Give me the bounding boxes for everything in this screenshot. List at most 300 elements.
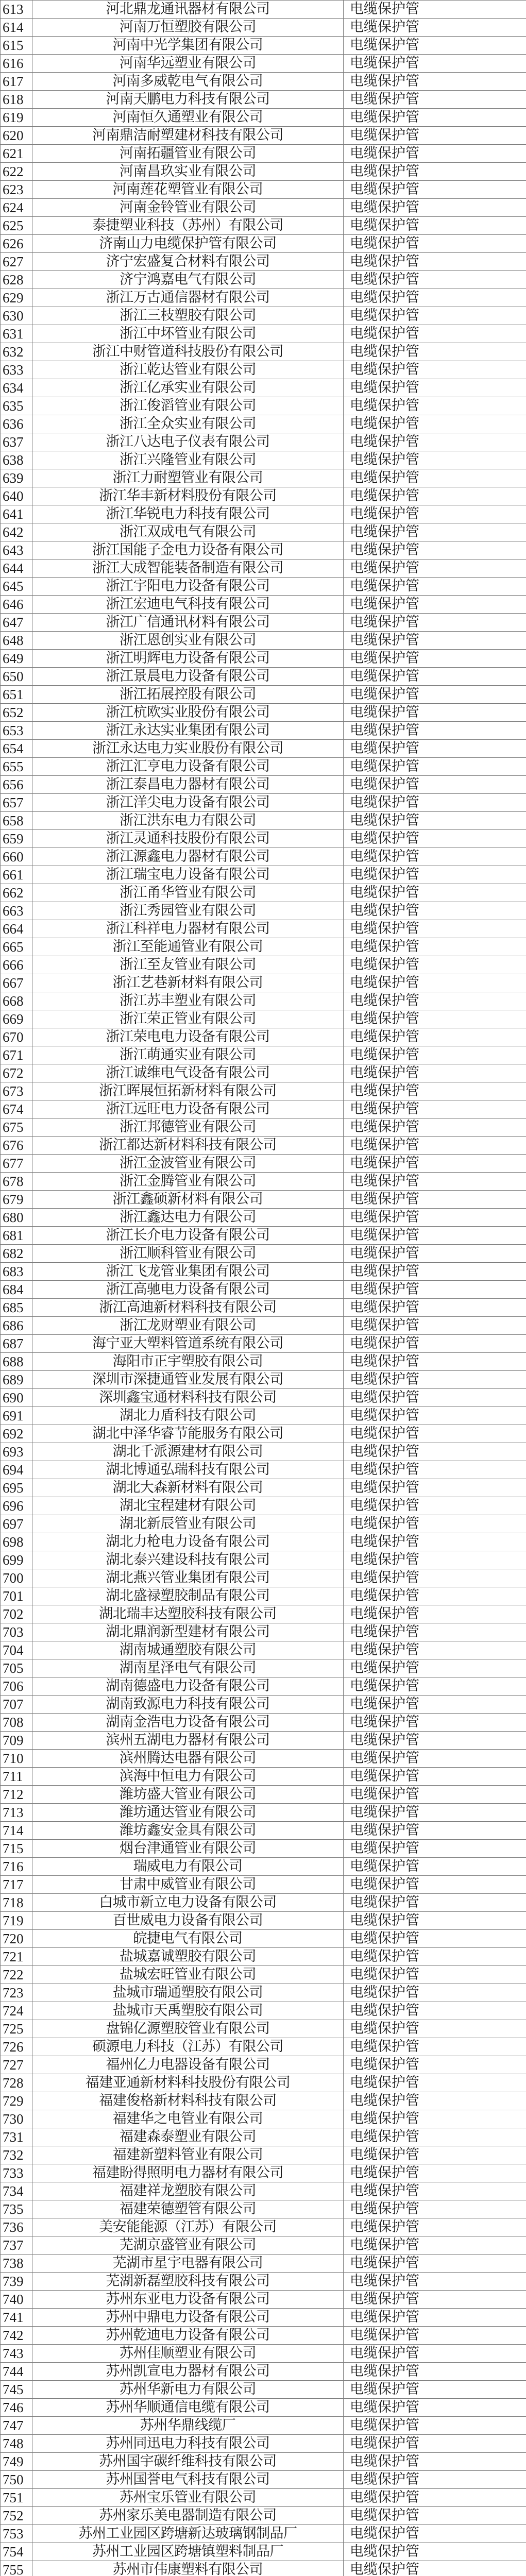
company-name: 滨州腾达电器有限公司	[32, 1750, 344, 1768]
row-number: 662	[1, 884, 32, 902]
product-category: 电缆保护管	[344, 2200, 526, 2218]
table-row	[1, 415, 526, 433]
company-name: 滨海中恒电力有限公司	[32, 1768, 344, 1786]
company-name: 福建亚通新材料科技股份有限公司	[32, 2074, 344, 2092]
table-row	[1, 1371, 526, 1389]
product-category: 电缆保护管	[344, 1714, 526, 1732]
product-category: 电缆保护管	[344, 578, 526, 596]
table-row	[1, 55, 526, 73]
company-name: 浙江宇阳电力设备有限公司	[32, 578, 344, 596]
row-number: 743	[1, 2345, 32, 2363]
company-name: 浙江泰昌电力器材有限公司	[32, 776, 344, 794]
company-name: 浙江俊滔管业有限公司	[32, 397, 344, 415]
row-number: 631	[1, 325, 32, 343]
company-name: 海宁亚大塑料管道系统有限公司	[32, 1335, 344, 1353]
company-name: 河南拓疆管业有限公司	[32, 145, 344, 163]
row-number: 617	[1, 73, 32, 91]
company-name: 河南金铃管业有限公司	[32, 199, 344, 217]
row-number: 672	[1, 1064, 32, 1082]
row-number: 747	[1, 2417, 32, 2435]
table-row	[1, 109, 526, 127]
row-number: 733	[1, 2164, 32, 2182]
row-number: 616	[1, 55, 32, 73]
company-name: 福建盼得照明电力器材有限公司	[32, 2164, 344, 2182]
table-row	[1, 1948, 526, 1966]
table-row	[1, 830, 526, 848]
table-row	[1, 1768, 526, 1786]
table-row	[1, 1335, 526, 1353]
product-category: 电缆保护管	[344, 866, 526, 884]
company-name: 海阳市正宇塑胶有限公司	[32, 1353, 344, 1371]
company-name: 湖北鼎润新型建材有限公司	[32, 1623, 344, 1641]
company-name: 苏州家乐美电器制造有限公司	[32, 2507, 344, 2525]
row-number: 694	[1, 1461, 32, 1479]
product-category: 电缆保护管	[344, 1137, 526, 1155]
row-number: 737	[1, 2236, 32, 2255]
company-name: 河南恒久通塑业有限公司	[32, 109, 344, 127]
product-category: 电缆保护管	[344, 37, 526, 55]
company-name: 苏州东亚电力设备有限公司	[32, 2291, 344, 2309]
table-row	[1, 2273, 526, 2291]
company-name: 湖北博通弘瑞科技有限公司	[32, 1461, 344, 1479]
row-number: 629	[1, 289, 32, 307]
row-number: 660	[1, 848, 32, 866]
product-category: 电缆保护管	[344, 884, 526, 902]
product-category: 电缆保护管	[344, 1191, 526, 1209]
row-number: 738	[1, 2255, 32, 2273]
table-row	[1, 1191, 526, 1209]
table-row	[1, 758, 526, 776]
company-name: 浙江顺科管业有限公司	[32, 1245, 344, 1263]
company-name: 芜湖市星宇电器有限公司	[32, 2255, 344, 2273]
company-name: 盐城市瑞通塑胶有限公司	[32, 1984, 344, 2002]
row-number: 679	[1, 1191, 32, 1209]
product-category: 电缆保护管	[344, 109, 526, 127]
table-row	[1, 19, 526, 37]
product-category: 电缆保护管	[344, 812, 526, 830]
company-name: 浙江华锐电力科技有限公司	[32, 505, 344, 523]
table-row	[1, 1714, 526, 1732]
table-row	[1, 2164, 526, 2182]
company-name: 苏州国宇碳纤维科技有限公司	[32, 2453, 344, 2471]
product-category: 电缆保护管	[344, 541, 526, 560]
row-number: 658	[1, 812, 32, 830]
product-category: 电缆保护管	[344, 73, 526, 91]
product-category: 电缆保护管	[344, 704, 526, 722]
product-category: 电缆保护管	[344, 1209, 526, 1227]
table-row	[1, 794, 526, 812]
row-number: 651	[1, 686, 32, 704]
table-row	[1, 1317, 526, 1335]
row-number: 726	[1, 2038, 32, 2056]
company-name: 深圳鑫宝通材料科技有限公司	[32, 1389, 344, 1407]
row-number: 707	[1, 1696, 32, 1714]
product-category: 电缆保护管	[344, 1425, 526, 1443]
row-number: 615	[1, 37, 32, 55]
row-number: 731	[1, 2128, 32, 2146]
product-category: 电缆保护管	[344, 1876, 526, 1894]
product-category: 电缆保护管	[344, 2381, 526, 2399]
company-name: 浙江长介电力设备有限公司	[32, 1227, 344, 1245]
table-row	[1, 1677, 526, 1696]
company-name: 浙江晖展恒拓新材料有限公司	[32, 1082, 344, 1100]
product-category: 电缆保护管	[344, 2218, 526, 2236]
row-number: 687	[1, 1335, 32, 1353]
table-row	[1, 1389, 526, 1407]
row-number: 710	[1, 1750, 32, 1768]
row-number: 646	[1, 596, 32, 614]
row-number: 744	[1, 2363, 32, 2381]
company-name: 济宁鸿嘉电气有限公司	[32, 271, 344, 289]
product-category: 电缆保护管	[344, 1984, 526, 2002]
product-category: 电缆保护管	[344, 1623, 526, 1641]
company-name: 浙江艺巷新材料有限公司	[32, 974, 344, 992]
row-number: 659	[1, 830, 32, 848]
table-row	[1, 938, 526, 956]
table-row	[1, 1281, 526, 1299]
company-name: 浙江荣正管业有限公司	[32, 1010, 344, 1028]
row-number: 668	[1, 992, 32, 1010]
table-row	[1, 2182, 526, 2200]
table-row	[1, 1479, 526, 1497]
product-category: 电缆保护管	[344, 2561, 526, 2576]
row-number: 655	[1, 758, 32, 776]
product-category: 电缆保护管	[344, 2309, 526, 2327]
product-category: 电缆保护管	[344, 127, 526, 145]
product-category: 电缆保护管	[344, 1497, 526, 1515]
table-row	[1, 956, 526, 974]
row-number: 656	[1, 776, 32, 794]
row-number: 735	[1, 2200, 32, 2218]
row-number: 751	[1, 2489, 32, 2507]
company-name: 湖北新辰管业有限公司	[32, 1515, 344, 1533]
product-category: 电缆保护管	[344, 1930, 526, 1948]
company-name: 河南万恒塑胶有限公司	[32, 19, 344, 37]
table-row	[1, 2435, 526, 2453]
table-row	[1, 1064, 526, 1082]
product-category: 电缆保护管	[344, 776, 526, 794]
product-category: 电缆保护管	[344, 2489, 526, 2507]
product-category: 电缆保护管	[344, 614, 526, 632]
table-row	[1, 469, 526, 487]
product-category: 电缆保护管	[344, 848, 526, 866]
product-category: 电缆保护管	[344, 956, 526, 974]
row-number: 690	[1, 1389, 32, 1407]
company-name: 潍坊鑫安金具有限公司	[32, 1822, 344, 1840]
company-name: 湖南星泽电气有限公司	[32, 1659, 344, 1677]
row-number: 723	[1, 1984, 32, 2002]
company-name: 湖北大森新材料有限公司	[32, 1479, 344, 1497]
row-number: 755	[1, 2561, 32, 2576]
product-category: 电缆保护管	[344, 1641, 526, 1659]
table-row	[1, 2291, 526, 2309]
company-name: 甘肃中威管业有限公司	[32, 1876, 344, 1894]
row-number: 688	[1, 1353, 32, 1371]
product-category: 电缆保护管	[344, 433, 526, 451]
row-number: 642	[1, 523, 32, 541]
table-row	[1, 2309, 526, 2327]
company-name: 浙江力耐塑管业有限公司	[32, 469, 344, 487]
company-name: 河北鼎龙通讯器材有限公司	[32, 1, 344, 19]
product-category: 电缆保护管	[344, 1732, 526, 1750]
product-category: 电缆保护管	[344, 992, 526, 1010]
row-number: 666	[1, 956, 32, 974]
table-row	[1, 451, 526, 469]
table-row	[1, 1876, 526, 1894]
product-category: 电缆保护管	[344, 974, 526, 992]
company-name: 苏州同迅电力科技有限公司	[32, 2435, 344, 2453]
table-row	[1, 271, 526, 289]
product-category: 电缆保护管	[344, 2020, 526, 2038]
row-number: 626	[1, 235, 32, 253]
row-number: 628	[1, 271, 32, 289]
company-name: 苏州佳顺塑业有限公司	[32, 2345, 344, 2363]
company-name: 浙江国能子金电力设备有限公司	[32, 541, 344, 560]
company-name: 浙江乾达管业有限公司	[32, 361, 344, 379]
product-category: 电缆保护管	[344, 1118, 526, 1137]
table-row	[1, 2020, 526, 2038]
row-number: 649	[1, 650, 32, 668]
product-category: 电缆保护管	[344, 2345, 526, 2363]
row-number: 704	[1, 1641, 32, 1659]
product-category: 电缆保护管	[344, 2128, 526, 2146]
row-number: 630	[1, 307, 32, 325]
product-category: 电缆保护管	[344, 758, 526, 776]
product-category: 电缆保护管	[344, 451, 526, 469]
row-number: 700	[1, 1569, 32, 1587]
row-number: 706	[1, 1677, 32, 1696]
row-number: 750	[1, 2471, 32, 2489]
row-number: 622	[1, 163, 32, 181]
product-category: 电缆保护管	[344, 1461, 526, 1479]
company-name: 浙江宏迪电气科技有限公司	[32, 596, 344, 614]
product-category: 电缆保护管	[344, 938, 526, 956]
product-category: 电缆保护管	[344, 1659, 526, 1677]
product-category: 电缆保护管	[344, 1245, 526, 1263]
row-number: 698	[1, 1533, 32, 1551]
company-name: 湖南金浩电力设备有限公司	[32, 1714, 344, 1732]
product-category: 电缆保护管	[344, 487, 526, 505]
row-number: 722	[1, 1966, 32, 1984]
product-category: 电缆保护管	[344, 55, 526, 73]
table-row	[1, 1118, 526, 1137]
product-category: 电缆保护管	[344, 1371, 526, 1389]
table-row	[1, 578, 526, 596]
table-row	[1, 163, 526, 181]
row-number: 716	[1, 1858, 32, 1876]
product-category: 电缆保护管	[344, 1227, 526, 1245]
row-number: 724	[1, 2002, 32, 2020]
table-row	[1, 1155, 526, 1173]
row-number: 638	[1, 451, 32, 469]
company-name: 苏州中鼎电力设备有限公司	[32, 2309, 344, 2327]
row-number: 640	[1, 487, 32, 505]
row-number: 633	[1, 361, 32, 379]
table-row	[1, 1623, 526, 1641]
company-name: 浙江甬华管业有限公司	[32, 884, 344, 902]
product-category: 电缆保护管	[344, 1263, 526, 1281]
row-number: 695	[1, 1479, 32, 1497]
company-name: 湖北中泽华睿节能服务有限公司	[32, 1425, 344, 1443]
table-row	[1, 812, 526, 830]
row-number: 734	[1, 2182, 32, 2200]
table-row	[1, 2363, 526, 2381]
table-row	[1, 2417, 526, 2435]
product-category: 电缆保护管	[344, 1569, 526, 1587]
company-name: 浙江鑫达电力有限公司	[32, 1209, 344, 1227]
table-row	[1, 1173, 526, 1191]
product-category: 电缆保护管	[344, 1804, 526, 1822]
row-number: 691	[1, 1407, 32, 1425]
table-row	[1, 2056, 526, 2074]
company-name: 浙江万古通信器材有限公司	[32, 289, 344, 307]
product-category: 电缆保护管	[344, 1443, 526, 1461]
table-row	[1, 181, 526, 199]
table-row	[1, 848, 526, 866]
product-category: 电缆保护管	[344, 2543, 526, 2561]
company-name: 浙江源鑫电力器材有限公司	[32, 848, 344, 866]
company-name: 苏州工业园区跨塘镇塑料制品厂	[32, 2543, 344, 2561]
table-row	[1, 2200, 526, 2218]
product-category: 电缆保护管	[344, 289, 526, 307]
company-name: 浙江全众实业有限公司	[32, 415, 344, 433]
row-number: 693	[1, 1443, 32, 1461]
row-number: 661	[1, 866, 32, 884]
row-number: 654	[1, 740, 32, 758]
company-name: 浙江灵通科技股份有限公司	[32, 830, 344, 848]
company-name: 深圳市深捷通管业发展有限公司	[32, 1371, 344, 1389]
company-name: 盐城宏旺管业有限公司	[32, 1966, 344, 1984]
product-category: 电缆保护管	[344, 199, 526, 217]
table-row	[1, 1587, 526, 1605]
product-category: 电缆保护管	[344, 2399, 526, 2417]
company-name: 浙江至能通管业有限公司	[32, 938, 344, 956]
product-category: 电缆保护管	[344, 1587, 526, 1605]
row-number: 647	[1, 614, 32, 632]
table-row	[1, 523, 526, 541]
product-category: 电缆保护管	[344, 596, 526, 614]
table-row	[1, 361, 526, 379]
row-number: 702	[1, 1605, 32, 1623]
company-name: 浙江诚维电气设备有限公司	[32, 1064, 344, 1082]
company-name: 浙江永达电力实业股份有限公司	[32, 740, 344, 758]
company-name: 浙江金腾管业有限公司	[32, 1173, 344, 1191]
row-number: 643	[1, 541, 32, 560]
product-category: 电缆保护管	[344, 469, 526, 487]
product-category: 电缆保护管	[344, 163, 526, 181]
product-category: 电缆保护管	[344, 1515, 526, 1533]
product-category: 电缆保护管	[344, 902, 526, 920]
company-name: 湖北力盾科技有限公司	[32, 1407, 344, 1425]
company-name: 浙江洪东电力有限公司	[32, 812, 344, 830]
table-row	[1, 1245, 526, 1263]
company-name: 湖南德盛电力设备有限公司	[32, 1677, 344, 1696]
table-row	[1, 704, 526, 722]
company-name: 河南莲花塑管业有限公司	[32, 181, 344, 199]
row-number: 669	[1, 1010, 32, 1028]
table-row	[1, 1804, 526, 1822]
table-row	[1, 1046, 526, 1064]
table-row	[1, 325, 526, 343]
row-number: 624	[1, 199, 32, 217]
product-category: 电缆保护管	[344, 920, 526, 938]
company-name: 湖北泰兴建设科技有限公司	[32, 1551, 344, 1569]
table-row	[1, 1, 526, 19]
product-category: 电缆保护管	[344, 523, 526, 541]
table-row	[1, 217, 526, 235]
row-number: 670	[1, 1028, 32, 1046]
table-row	[1, 289, 526, 307]
table-row	[1, 2525, 526, 2543]
table-row	[1, 1209, 526, 1227]
row-number: 745	[1, 2381, 32, 2399]
product-category: 电缆保护管	[344, 1822, 526, 1840]
company-name: 潍坊盛大管业有限公司	[32, 1786, 344, 1804]
company-name: 河南多威乾电气有限公司	[32, 73, 344, 91]
row-number: 697	[1, 1515, 32, 1533]
table-row	[1, 596, 526, 614]
table-row	[1, 2074, 526, 2092]
table-row	[1, 1497, 526, 1515]
row-number: 627	[1, 253, 32, 271]
product-category: 电缆保护管	[344, 2363, 526, 2381]
table-row	[1, 1786, 526, 1804]
company-name: 泰捷塑业科技（苏州）有限公司	[32, 217, 344, 235]
product-category: 电缆保护管	[344, 1551, 526, 1569]
company-name: 浙江飞龙管业集团有限公司	[32, 1263, 344, 1281]
table-row	[1, 2128, 526, 2146]
table-row	[1, 1533, 526, 1551]
company-name: 皖捷电气有限公司	[32, 1930, 344, 1948]
company-name: 湖北燕兴管业集团有限公司	[32, 1569, 344, 1587]
company-name: 硕源电力科技（江苏）有限公司	[32, 2038, 344, 2056]
product-category: 电缆保护管	[344, 1768, 526, 1786]
product-category: 电缆保护管	[344, 505, 526, 523]
row-number: 645	[1, 578, 32, 596]
product-category: 电缆保护管	[344, 2327, 526, 2345]
company-name: 浙江双成电气有限公司	[32, 523, 344, 541]
product-category: 电缆保护管	[344, 307, 526, 325]
product-category: 电缆保护管	[344, 2002, 526, 2020]
product-category: 电缆保护管	[344, 2092, 526, 2110]
product-category: 电缆保护管	[344, 397, 526, 415]
table-row	[1, 1407, 526, 1425]
product-category: 电缆保护管	[344, 1028, 526, 1046]
product-category: 电缆保护管	[344, 2507, 526, 2525]
row-number: 653	[1, 722, 32, 740]
company-name: 湖北力枪电力设备有限公司	[32, 1533, 344, 1551]
product-category: 电缆保护管	[344, 1173, 526, 1191]
row-number: 689	[1, 1371, 32, 1389]
product-category: 电缆保护管	[344, 650, 526, 668]
company-name: 浙江瑞宝电力设备有限公司	[32, 866, 344, 884]
table-row	[1, 2236, 526, 2255]
row-number: 719	[1, 1912, 32, 1930]
product-category: 电缆保护管	[344, 2236, 526, 2255]
product-category: 电缆保护管	[344, 271, 526, 289]
company-name: 芜湖京盛管业有限公司	[32, 2236, 344, 2255]
company-name: 济南山力电缆保护管有限公司	[32, 235, 344, 253]
product-category: 电缆保护管	[344, 1064, 526, 1082]
product-category: 电缆保护管	[344, 1046, 526, 1064]
table-row	[1, 2038, 526, 2056]
table-row	[1, 614, 526, 632]
company-name: 浙江八达电子仪表有限公司	[32, 433, 344, 451]
company-name: 浙江广信通讯材料有限公司	[32, 614, 344, 632]
company-name: 盐城市天禹塑胶有限公司	[32, 2002, 344, 2020]
product-category: 电缆保护管	[344, 343, 526, 361]
table-row	[1, 505, 526, 523]
